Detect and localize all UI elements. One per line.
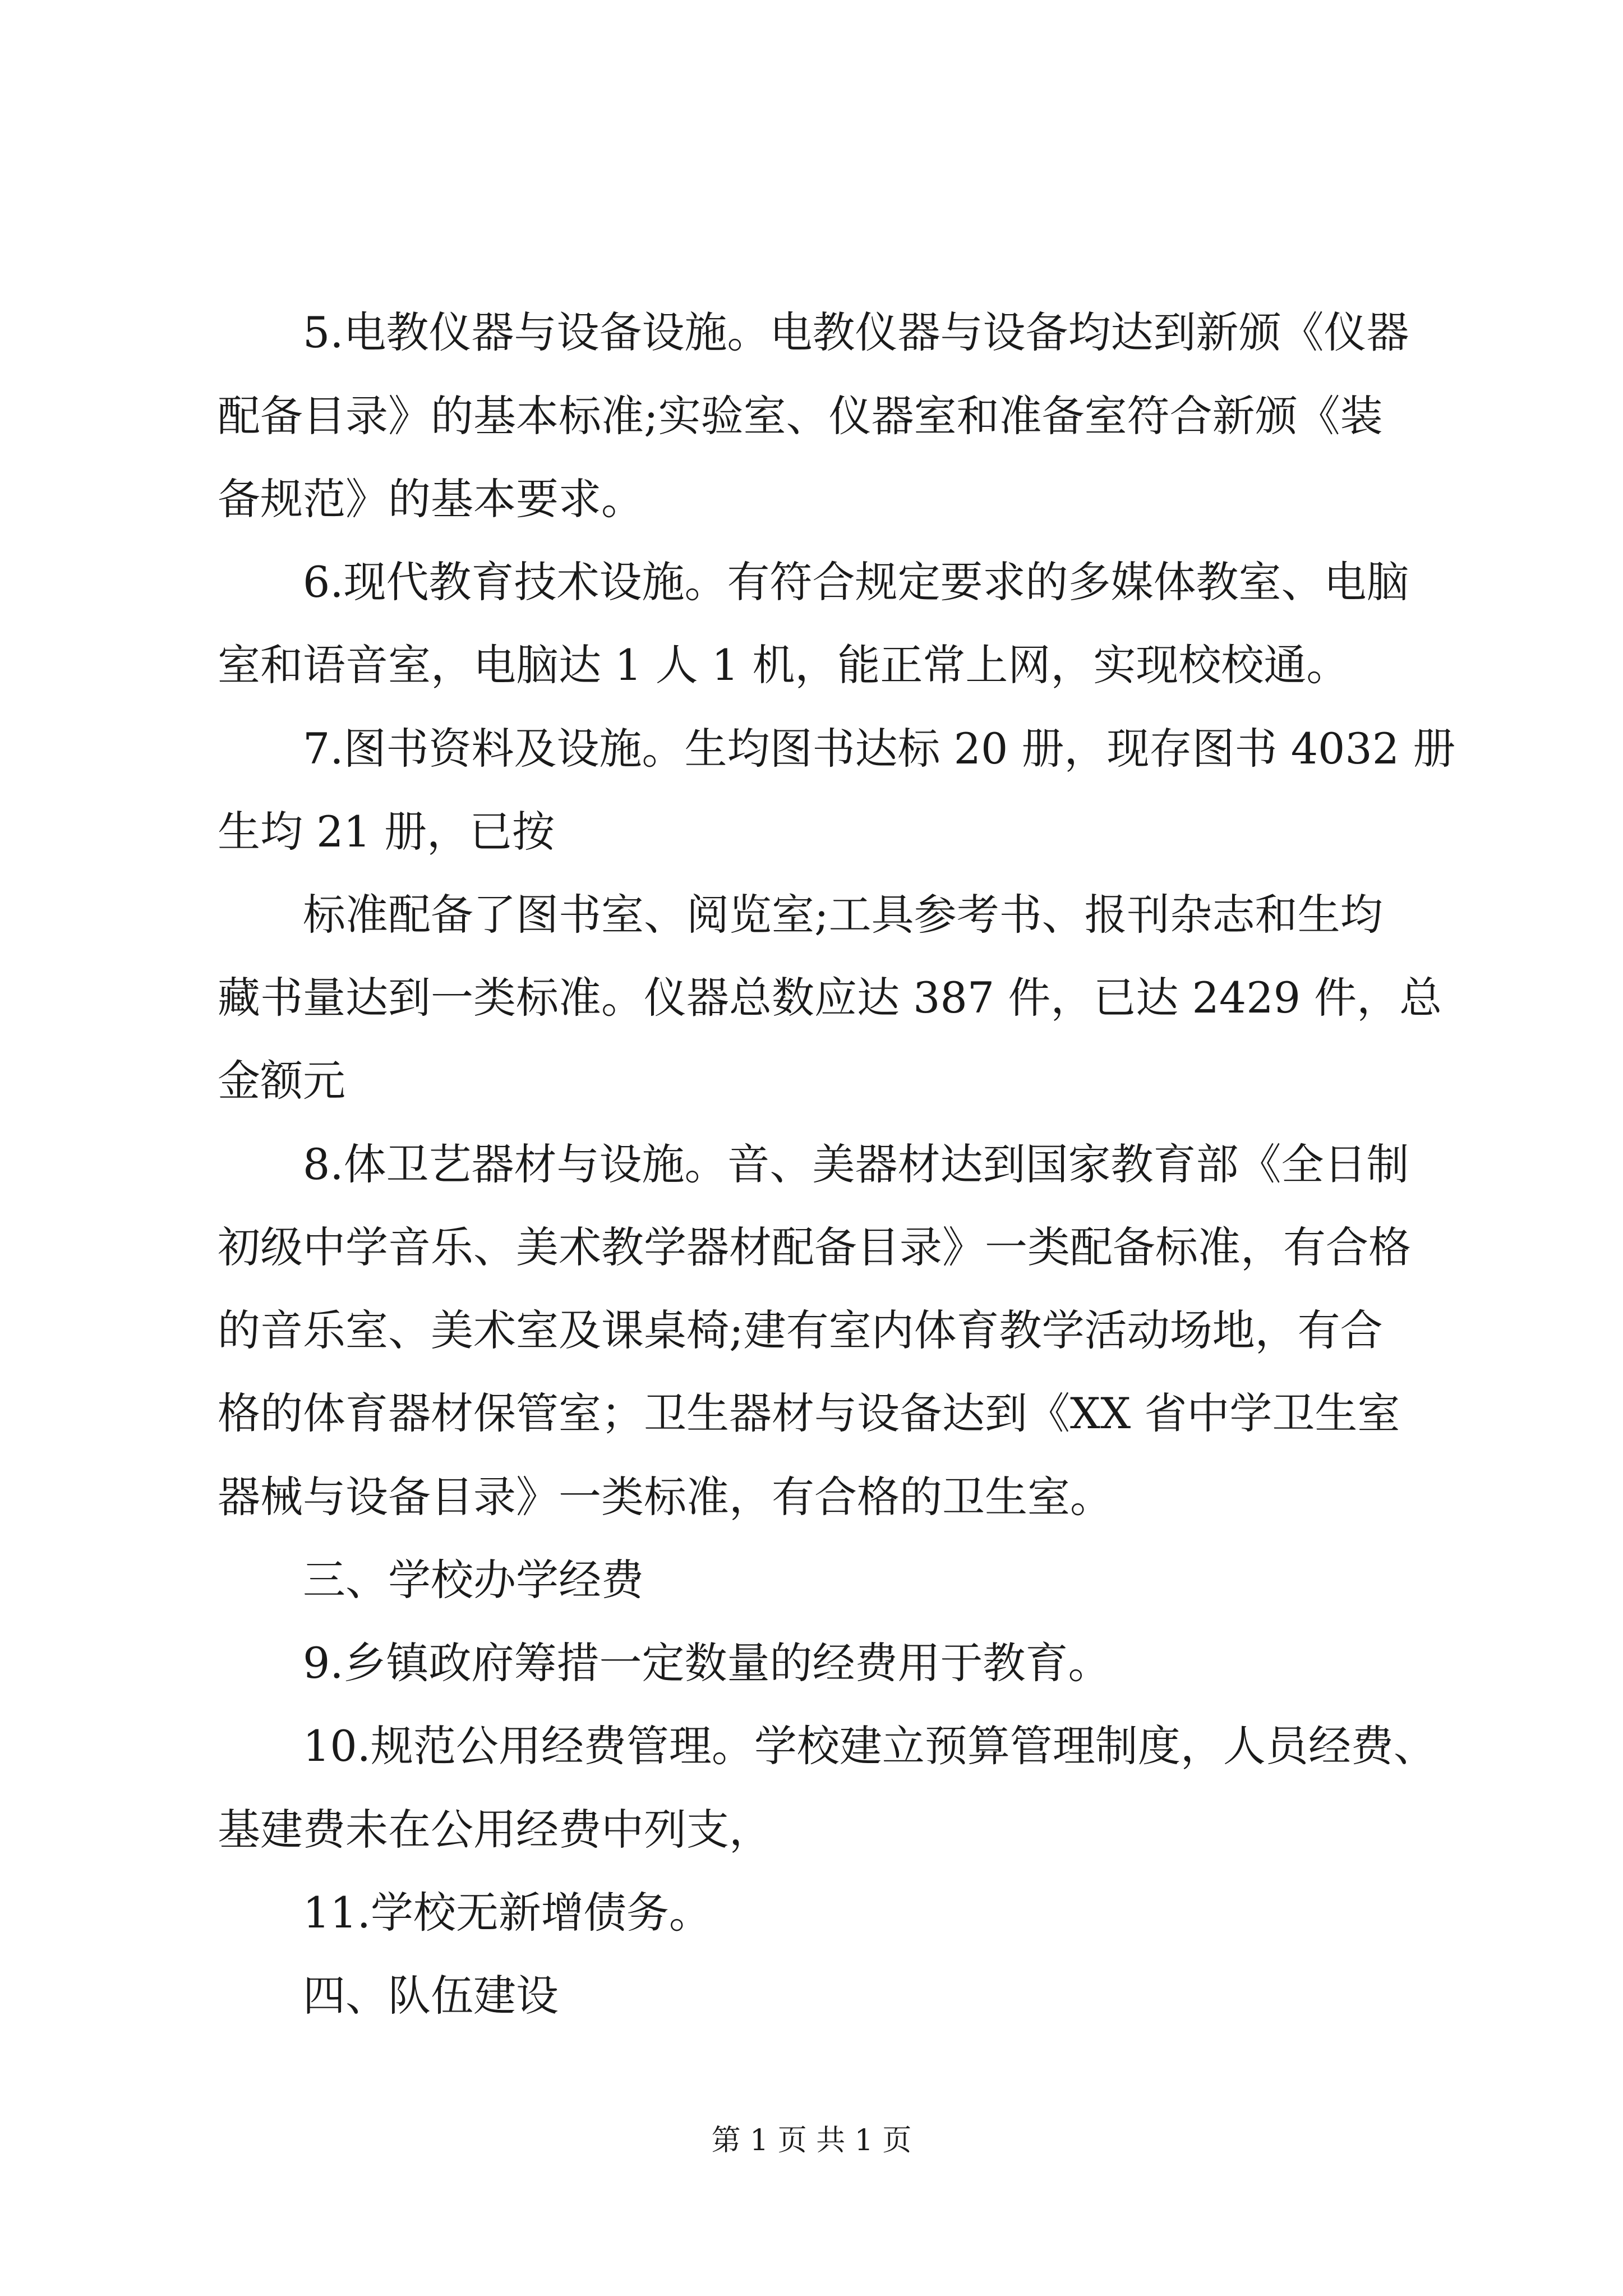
paragraph-line: 配备目录》的基本标准;实验室、仪器室和准备室符合新颁《装: [218, 391, 1383, 441]
paragraph-line: 7.图书资料及设施。生均图书达标 20 册，现存图书 4032 册: [303, 724, 1456, 774]
paragraph-line: 10.规范公用经费管理。学校建立预算管理制度，人员经费、: [303, 1721, 1436, 1771]
paragraph-line: 6.现代教育技术设施。有符合规定要求的多媒体教室、电脑: [303, 557, 1409, 607]
paragraph-line: 格的体育器材保管室；卫生器材与设备达到《XX 省中学卫生室: [218, 1388, 1400, 1438]
paragraph-line: 金额元: [218, 1056, 345, 1106]
paragraph-line: 藏书量达到一类标准。仪器总数应达 387 件，已达 2429 件，总: [218, 973, 1442, 1023]
paragraph-line: 生均 21 册，已按: [218, 807, 555, 857]
paragraph-line: 器械与设备目录》一类标准，有合格的卫生室。: [218, 1472, 1113, 1522]
paragraph-line: 备规范》的基本要求。: [218, 474, 644, 524]
paragraph-line: 的音乐室、美术室及课桌椅;建有室内体育教学活动场地，有合: [218, 1305, 1383, 1355]
section-heading: 四、队伍建设: [303, 1971, 559, 2021]
paragraph-line: 初级中学音乐、美术教学器材配备目录》一类配备标准，有合格: [218, 1222, 1411, 1272]
page-footer: 第 1 页 共 1 页: [711, 2124, 912, 2157]
paragraph-line: 9.乡镇政府筹措一定数量的经费用于教育。: [303, 1638, 1111, 1688]
paragraph-line: 标准配备了图书室、阅览室;工具参考书、报刊杂志和生均: [303, 890, 1383, 940]
paragraph-line: 室和语音室，电脑达 1 人 1 机，能正常上网，实现校校通。: [218, 640, 1349, 690]
paragraph-line: 基建费未在公用经费中列支，: [218, 1805, 772, 1855]
paragraph-line: 5.电教仪器与设备设施。电教仪器与设备均达到新颁《仪器: [303, 307, 1409, 357]
paragraph-line: 11.学校无新增债务。: [303, 1888, 712, 1938]
paragraph-line: 8.体卫艺器材与设施。音、美器材达到国家教育部《全日制: [303, 1139, 1409, 1189]
section-heading: 三、学校办学经费: [303, 1555, 644, 1605]
